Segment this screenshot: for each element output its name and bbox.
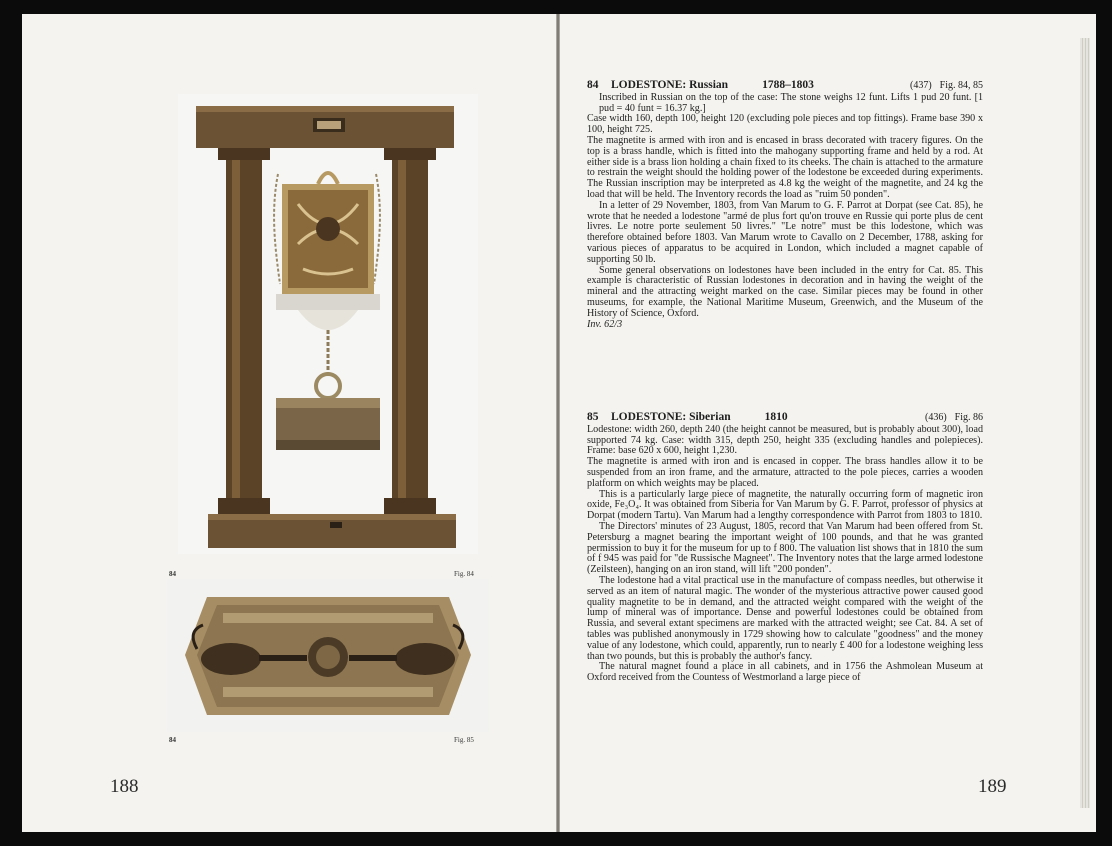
entry-number: 85	[587, 411, 599, 423]
entry-date: 1810	[764, 411, 788, 423]
catalog-entry-84	[587, 80, 983, 330]
inventory-number: Inv. 62/3	[587, 318, 623, 330]
entry-paragraph: The Directors' minutes of 23 August, 1805, record that Van Marum had been offered from St. Petersburg a magnet bearing the important weight of 100 pounds, and that he was granted permission to buy it for the museum for up to f 800. The valuation list shows that in 1810 the sum of f 945 was paid for "de Russische Magneet". The Inventory notes that the large armed lodestone (Zeilsteen), hanging on an iron stand, will lift "200 ponden".	[587, 520, 983, 576]
entry-paragraph: Lodestone: width 260, depth 240 (the height cannot be measured, but is probably about 300), load supported 74 kg. Case: width 315, depth 250, height 335 (excluding handles and polepieces). Frame: base 620 x 600, height 1,230.	[587, 423, 983, 457]
entry-paragraph: Inscribed in Russian on the top of the case: The stone weighs 12 funt. Lifts 1 pud 20 funt. [1 pud = 40 funt = 16.37 kg.]	[599, 91, 983, 114]
entry-paragraph: The natural magnet found a place in all cabinets, and in 1756 the Ashmolean Museum at Oxford received from the Countess of Westmorland a large piece of	[587, 661, 983, 684]
photo-number-84: 84	[169, 570, 176, 578]
photo-lodestone-siberian	[167, 579, 489, 732]
entry-date: 1788–1803	[762, 79, 814, 91]
photo-number-84b: 84	[169, 736, 176, 744]
entry-reference: (437)	[909, 80, 932, 91]
entry-heading	[587, 80, 983, 92]
figure-caption-85: Fig. 85	[454, 736, 474, 744]
folio-right: 189	[978, 776, 1007, 797]
entry-paragraph: Some general observations on lodestones have been included in the entry for Cat. 85. This example is characteristic of Russian lodestones in decoration and in having the weight of the mineral and the attracting weight marked on the case. Similar pieces may be found in other museums, for example, the National Maritime Museum, Greenwich, and the Museum of the History of Science, Oxford.	[587, 264, 983, 319]
entry-paragraph: This is a particularly large piece of magnetite, the naturally occurring form of magnetic iron oxide, Fe₃O₄. It was obtained from Siberia for Van Marum by G. F. Parrot, professor of physics at Dorpat (modern Tartu). Van Marum had a lengthy correspondence with Parrot from 1803 to 1810.	[587, 488, 983, 522]
entry-paragraph: The magnetite is armed with iron and is encased in copper. The brass handles allow it to be suspended from an iron frame, and the armature, attracted to the pole pieces, carries a wooden platform on which weights may be placed.	[587, 456, 983, 489]
photo-lodestone-russian	[178, 94, 478, 554]
entry-figures: Fig. 86	[954, 412, 983, 423]
figure-caption-84: Fig. 84	[454, 570, 474, 578]
folio-left: 188	[110, 776, 139, 797]
page-edges	[1080, 38, 1090, 808]
catalog-entry-85	[587, 412, 983, 684]
entry-paragraph: Case width 160, depth 100, height 120 (excluding pole pieces and top fittings). Frame base 390 x 100, height 725.	[587, 113, 983, 136]
entry-heading	[587, 412, 983, 424]
entry-title: LODESTONE: Russian	[611, 79, 729, 91]
entry-paragraph: In a letter of 29 November, 1803, from Van Marum to G. F. Parrot at Dorpat (see Cat. 85), he wrote that he needed a lodestone "armé de plus fort qu'on trouve en Russie qui porte plus de cent livres. Le notre porte seulement 50 livres." "Le notre" must be this lodestone, which was therefore obtained before 1803. Van Marum wrote to Cavallo on 2 December, 1788, asking for various pieces of apparatus to be acquired in London, which included a magnet capable of supporting 50 lb.	[587, 199, 983, 265]
entry-figures: Fig. 84, 85	[939, 80, 983, 91]
left-page	[22, 14, 556, 832]
entry-number: 84	[587, 79, 599, 91]
lodestone-frame-illustration	[178, 94, 478, 554]
entry-title: LODESTONE: Siberian	[611, 411, 731, 423]
right-page	[560, 14, 1096, 832]
entry-reference: (436)	[924, 412, 947, 423]
lodestone-case-illustration	[167, 579, 489, 732]
entry-paragraph: The lodestone had a vital practical use in the manufacture of compass needles, but otherwise it served as an item of natural magic. The wonder of the mysterious attractive power caused good quality magnetite to be in demand, and the attracted weight compared with the weight of the lump of mineral was of importance. Dense and powerful lodestones could be obtained from Russia, and several extant specimens are marked with the attracted weight; see Cat. 84. A set of tables was published anonymously in 1729 showing how to calculate "goodness" and the money value of any lodestone, which could, apparently, run to nearly £ 400 for a lodestone weighing less than two pounds, but this is probably the author's fancy.	[587, 574, 983, 662]
entry-paragraph: The magnetite is armed with iron and is encased in brass decorated with tracery figures. On the top is a brass handle, which is fitted into the mahogany supporting frame and held by a rod. At either side is a brass lion holding a chain fixed to its cheeks. The chain is attached to the armature to restrain the weight should the holding power of the lodestone be exceeded during experiments. The Russian inscription may be interpreted as 4.8 kg the weight of the magnetite, and 24 kg the load that will be held. The Inventory records the load as "ruim 50 ponden".	[587, 134, 983, 200]
